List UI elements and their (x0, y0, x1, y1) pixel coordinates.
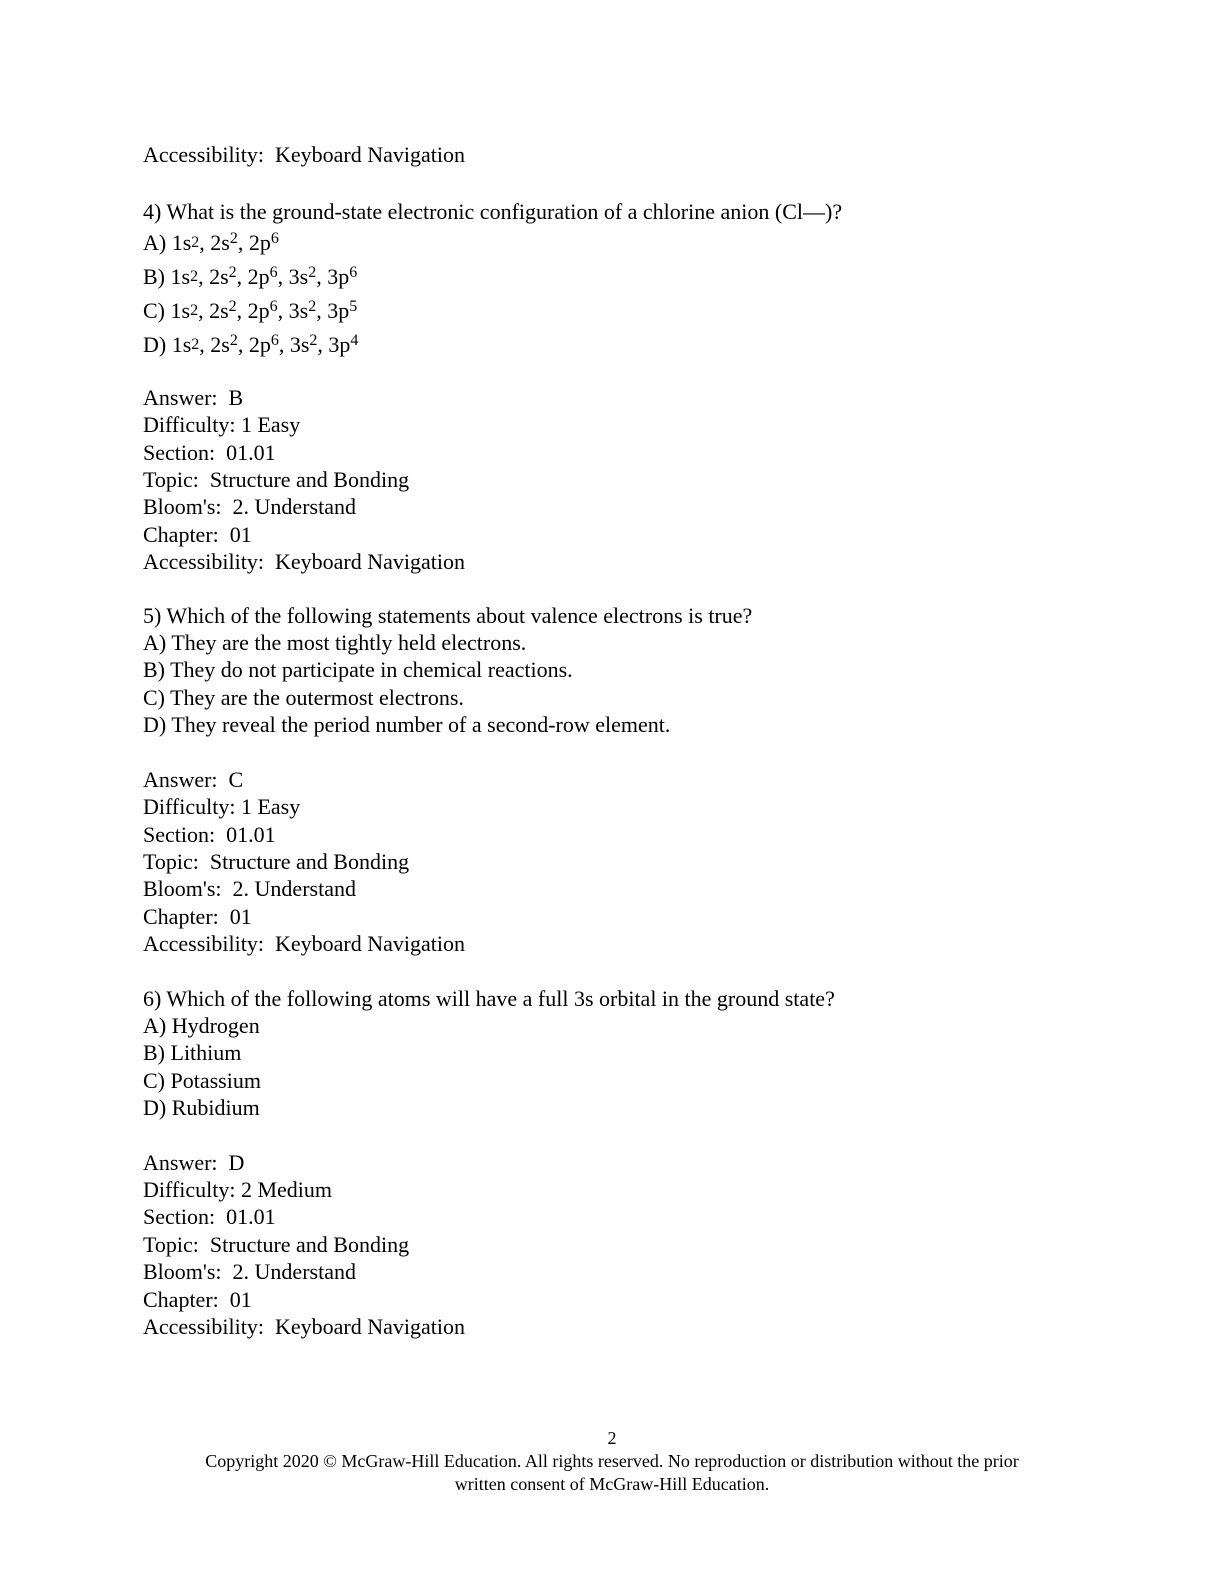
question-4-text: 4) What is the ground-state electronic configuration of a chlorine anion (Cl—)? (143, 199, 843, 225)
question-6-difficulty: Difficulty: 2 Medium (143, 1176, 333, 1202)
question-4-chapter: Chapter: 01 (143, 521, 252, 547)
question-5-section: Section: 01.01 (143, 821, 276, 847)
config-text: , 2s (198, 297, 229, 323)
question-5-answer: Answer: C (143, 766, 244, 792)
page-number: 2 (607, 1428, 617, 1448)
option-prefix: A) 1s (143, 229, 192, 255)
question-4-answer: Answer: B (143, 384, 244, 410)
config-text: , 2s (199, 331, 230, 357)
question-6-text: 6) Which of the following atoms will have a full 3s orbital in the ground state? (143, 985, 835, 1011)
config-text: , 2s (198, 263, 229, 289)
config-exponent: 4 (350, 331, 359, 349)
option-prefix: D) 1s (143, 331, 192, 357)
config-text: , 3p (317, 331, 351, 357)
question-6-option-d: D) Rubidium (143, 1095, 260, 1121)
config-exponent: 6 (269, 263, 278, 281)
option-prefix: B) 1s (143, 263, 191, 289)
config-exponent: 2 (228, 297, 237, 315)
option-prefix: C) 1s (143, 297, 191, 323)
config-exponent: 2 (190, 267, 199, 285)
config-exponent: 2 (191, 233, 200, 251)
config-exponent: 2 (228, 263, 237, 281)
question-4-option-a (143, 226, 1103, 260)
question-5-option-d: D) They reveal the period number of a second-row element. (143, 712, 671, 738)
config-exponent: 6 (269, 297, 278, 315)
question-6-option-b: B) Lithium (143, 1040, 242, 1066)
question-4-accessibility: Accessibility: Keyboard Navigation (143, 549, 465, 575)
config-text: , 2p (236, 297, 270, 323)
question-5-option-a: A) They are the most tightly held electrons. (143, 630, 527, 656)
question-5 (143, 602, 1103, 958)
question-6-accessibility: Accessibility: Keyboard Navigation (143, 1314, 465, 1339)
question-6 (143, 985, 1103, 1341)
copyright-line-1: Copyright 2020 © McGraw-Hill Education. All rights reserved. No reproduction or distribution without the prior (205, 1451, 1019, 1471)
config-exponent: 2 (191, 335, 200, 353)
question-5-topic: Topic: Structure and Bonding (143, 848, 410, 874)
question-6-blooms: Bloom's: 2. Understand (143, 1259, 356, 1285)
config-text: , 2p (237, 331, 271, 357)
document-page (143, 141, 1103, 1340)
spacer (143, 739, 1103, 766)
question-6-option-a: A) Hydrogen (143, 1012, 260, 1038)
config-exponent: 2 (229, 229, 238, 247)
question-4-option-c (143, 294, 1103, 328)
question-5-option-c: C) They are the outermost electrons. (143, 684, 464, 710)
config-exponent: 5 (349, 297, 358, 315)
question-5-difficulty: Difficulty: 1 Easy (143, 794, 301, 820)
config-exponent: 6 (270, 229, 279, 247)
spacer (143, 958, 1103, 985)
config-text: , 2p (237, 229, 271, 255)
question-4 (143, 198, 1103, 575)
question-5-accessibility: Accessibility: Keyboard Navigation (143, 931, 465, 957)
question-6-answer: Answer: D (143, 1149, 245, 1175)
question-6-section: Section: 01.01 (143, 1204, 276, 1230)
config-text: , 3p (316, 263, 350, 289)
config-text: , 2p (236, 263, 270, 289)
question-4-blooms: Bloom's: 2. Understand (143, 494, 356, 520)
spacer (143, 168, 1103, 198)
copyright-line-2: written consent of McGraw-Hill Education. (454, 1474, 770, 1494)
question-4-topic: Topic: Structure and Bonding (143, 467, 410, 493)
question-4-section: Section: 01.01 (143, 439, 276, 465)
config-exponent: 6 (270, 331, 279, 349)
question-5-chapter: Chapter: 01 (143, 903, 252, 929)
question-5-blooms: Bloom's: 2. Understand (143, 876, 356, 902)
config-exponent: 2 (190, 301, 199, 319)
config-text: , 3s (277, 297, 309, 323)
config-text: , 3p (316, 297, 350, 323)
config-exponent: 2 (308, 297, 317, 315)
question-5-option-b: B) They do not participate in chemical reactions. (143, 657, 573, 683)
config-exponent: 2 (309, 331, 318, 349)
question-6-option-c: C) Potassium (143, 1067, 261, 1093)
spacer (143, 362, 1103, 384)
question-4-option-b (143, 260, 1103, 294)
question-4-difficulty: Difficulty: 1 Easy (143, 412, 301, 438)
config-text: , 3s (277, 263, 309, 289)
spacer (143, 1122, 1103, 1149)
config-exponent: 6 (349, 263, 358, 281)
question-5-text: 5) Which of the following statements about valence electrons is true? (143, 602, 753, 628)
question-4-option-d (143, 328, 1103, 362)
page-footer (0, 1427, 1224, 1496)
question-6-topic: Topic: Structure and Bonding (143, 1231, 410, 1257)
spacer (143, 576, 1103, 602)
config-text: , 2s (199, 229, 230, 255)
config-exponent: 2 (229, 331, 238, 349)
config-text: , 3s (278, 331, 310, 357)
accessibility-line-top: Accessibility: Keyboard Navigation (143, 142, 465, 167)
config-exponent: 2 (308, 263, 317, 281)
question-6-chapter: Chapter: 01 (143, 1286, 252, 1312)
